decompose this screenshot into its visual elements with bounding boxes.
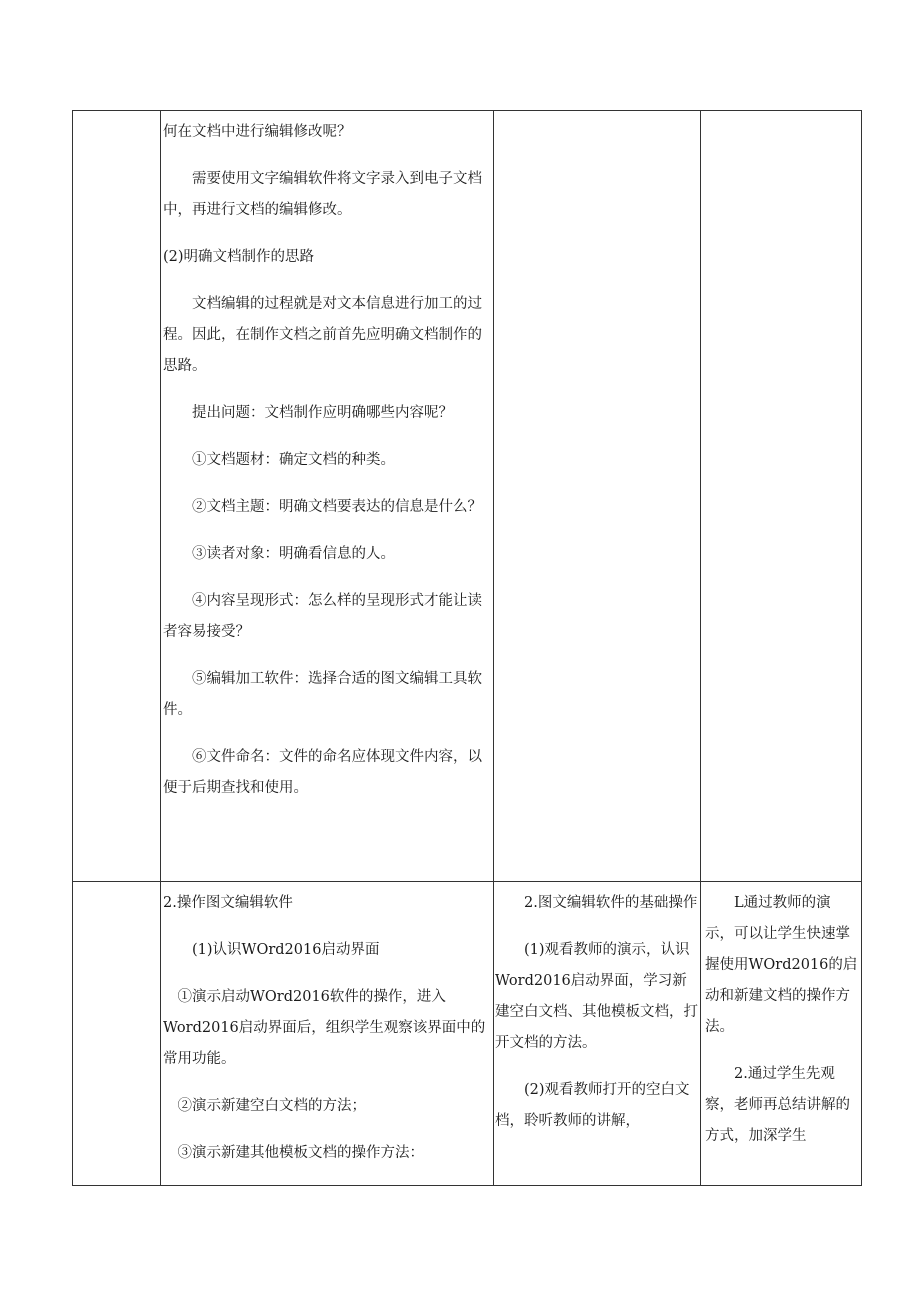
list-item: ⑤编辑加工软件：选择合适的图文编辑工具软件。 [163, 671, 482, 718]
row1-teacher-activity-cell [161, 111, 494, 882]
paragraph: 文档编辑的过程就是对文本信息进行加工的过程。因此，在制作文档之前首先应明确文档制作的思路。 [163, 296, 482, 374]
paragraph: ①演示启动WOrd2016软件的操作，进入Word2016启动界面后，组织学生观察该界面中的常用功能。 [163, 989, 486, 1067]
list-item: ④内容呈现形式：怎么样的呈现形式才能让读者容易接受？ [163, 593, 482, 640]
list-item: ③演示新建其他模板文档的操作方法： [177, 1145, 424, 1161]
subheading: (2)明确文档制作的思路 [163, 249, 315, 265]
list-item: ②演示新建空白文档的方法； [177, 1098, 366, 1114]
row2-col1-cell [73, 882, 161, 1186]
lesson-plan-table [72, 110, 862, 1186]
list-item: ①文档题材：确定文档的种类。 [192, 452, 395, 468]
list-item: ③读者对象：明确看信息的人。 [192, 546, 395, 562]
table-row [73, 882, 862, 1186]
section-heading: 2.图文编辑软件的基础操作 [524, 895, 698, 911]
paragraph: 需要使用文字编辑软件将文字录入到电子文档中，再进行文档的编辑修改。 [163, 171, 482, 218]
row2-design-intent-cell [701, 882, 862, 1186]
row2-teacher-activity-cell [161, 882, 494, 1186]
paragraph: (1)观看教师的演示，认识Word2016启动界面，学习新建空白文档、其他模板文档，打开文档的方法。 [495, 942, 698, 1051]
row2-student-activity-cell [494, 882, 701, 1186]
paragraph: (2)观看教师打开的空白文档，聆听教师的讲解， [495, 1082, 690, 1129]
paragraph: 何在文档中进行编辑修改呢？ [163, 124, 352, 140]
list-item: ②文档主题：明确文档要表达的信息是什么？ [192, 499, 482, 515]
section-heading: 2.操作图文编辑软件 [163, 895, 293, 911]
row1-col1-cell [73, 111, 161, 882]
paragraph: 2.通过学生先观察，老师再总结讲解的方式，加深学生 [705, 1066, 850, 1144]
row1-design-intent-cell [701, 111, 862, 882]
row1-student-activity-cell [494, 111, 701, 882]
list-item: ⑥文件命名：文件的命名应体现文件内容，以便于后期查找和使用。 [163, 749, 482, 796]
subheading: (1)认识WOrd2016启动界面 [192, 942, 380, 958]
paragraph: L通过教师的演示，可以让学生快速掌握使用WOrd2016的启动和新建文档的操作方法。 [705, 895, 858, 1035]
paragraph: 提出问题：文档制作应明确哪些内容呢？ [192, 405, 453, 421]
table-row [73, 111, 862, 882]
